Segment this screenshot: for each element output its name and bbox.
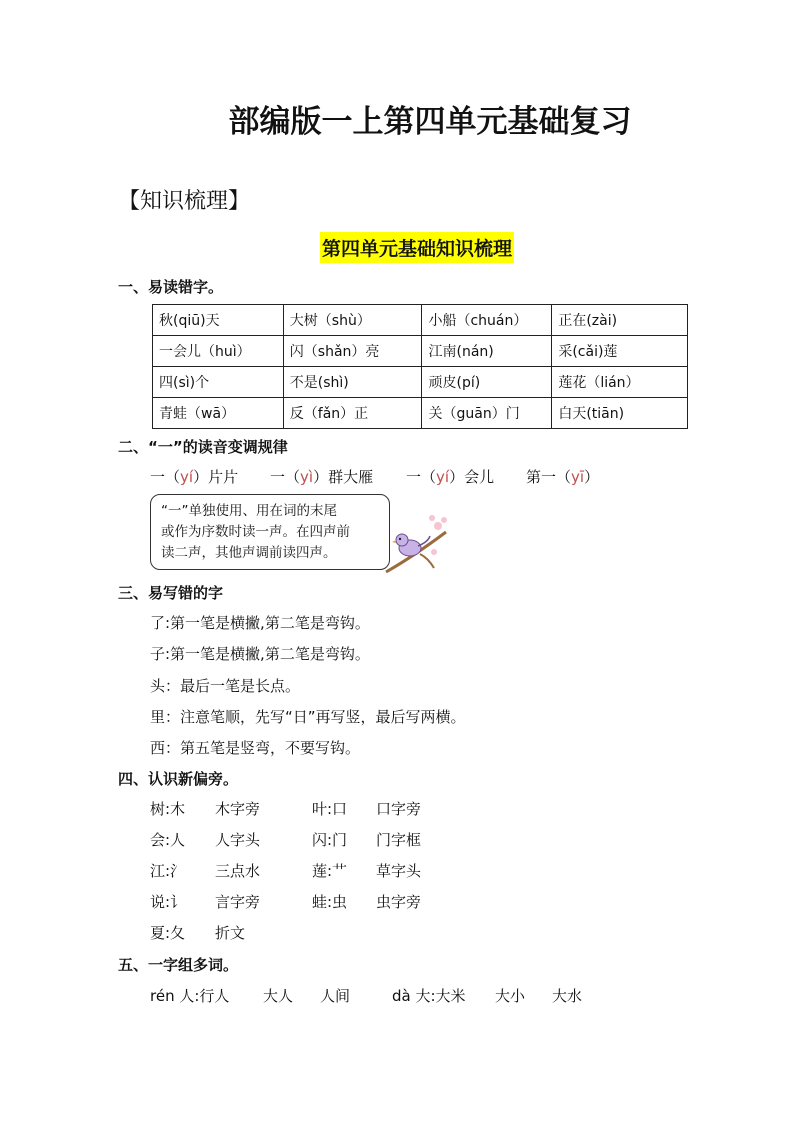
- page-title: 部编版一上第四单元基础复习: [228, 104, 632, 140]
- tone-item: [150, 466, 238, 487]
- radical-name: 人字头: [215, 831, 261, 849]
- section-4-heading: 四、认识新偏旁。: [118, 770, 239, 788]
- note-line: 读二声，其他声调前读四声。: [161, 545, 337, 561]
- radical-name: 口字旁: [376, 800, 422, 818]
- writing-tip: 子:第一笔是横撇,第二笔是弯钩。: [150, 645, 370, 663]
- radical-char: 叶:口: [312, 800, 348, 818]
- radical-char: 会:人: [150, 831, 186, 849]
- note-line: 或作为序数时读一声。在四声前: [161, 524, 350, 540]
- banner-heading: 第四单元基础知识梳理: [320, 232, 514, 263]
- table-cell: 江南(nán): [422, 336, 552, 367]
- tone-suffix: ）群大雁: [313, 468, 374, 486]
- table-cell: 不是(shì): [283, 367, 422, 398]
- writing-tip: 里：注意笔顺，先写“日”再写竖，最后写两横。: [150, 708, 466, 726]
- table-cell: 关（guān）门: [422, 398, 552, 429]
- tone-prefix: 一（: [270, 468, 301, 486]
- tone-suffix: ）片片: [193, 468, 239, 486]
- writing-tip: 西：第五笔是竖弯，不要写钩。: [150, 739, 361, 757]
- radical-char: 莲:艹: [312, 862, 348, 880]
- tone-prefix: 一（: [406, 468, 437, 486]
- table-cell: 秋(qiū)天: [153, 305, 284, 336]
- table-cell: 白天(tiān): [552, 398, 688, 429]
- note-line: “一”单独使用、用在词的末尾: [161, 503, 337, 519]
- table-cell: 闪（shǎn）亮: [283, 336, 422, 367]
- table-cell: 顽皮(pí): [422, 367, 552, 398]
- radical-name: 木字旁: [215, 800, 261, 818]
- table-cell: 青蛙（wā）: [153, 398, 284, 429]
- section-5-heading: 五、一字组多词。: [118, 956, 239, 974]
- table-cell: 莲花（lián）: [552, 367, 688, 398]
- word-item: 人间: [320, 987, 351, 1005]
- writing-tip: 头：最后一笔是长点。: [150, 677, 301, 695]
- table-cell: 正在(zài): [552, 305, 688, 336]
- table-cell: 四(sì)个: [153, 367, 284, 398]
- table-cell: 小船（chuán）: [422, 305, 552, 336]
- section-2-heading: 二、“一”的读音变调规律: [118, 438, 288, 456]
- tone-item: [406, 466, 494, 487]
- tone-prefix: 一（: [150, 468, 181, 486]
- table-row: [153, 305, 688, 336]
- radical-name: 虫字旁: [376, 893, 422, 911]
- word-group-lead: rén 人:行人: [150, 987, 230, 1005]
- radical-name: 门字框: [376, 831, 422, 849]
- tone-prefix: 第一（: [526, 468, 572, 486]
- tone-rule-note: [150, 494, 390, 570]
- radical-char: 蛙:虫: [312, 893, 348, 911]
- radical-name: 折文: [215, 924, 246, 942]
- section-3-heading: 三、易写错的字: [118, 584, 224, 602]
- tone-suffix: ）会儿: [449, 468, 495, 486]
- table-cell: 反（fǎn）正: [283, 398, 422, 429]
- word-item: 大人: [263, 987, 294, 1005]
- easy-misread-table: [152, 304, 688, 429]
- bird-on-branch-icon: [384, 512, 450, 576]
- tone-item: [270, 466, 373, 487]
- banner-wrap: [0, 232, 794, 263]
- table-cell: 大树（shù）: [283, 305, 422, 336]
- tone-pinyin: yí: [180, 468, 194, 486]
- table-cell: 采(cǎi)莲: [552, 336, 688, 367]
- radical-char: 夏:夂: [150, 924, 186, 942]
- tone-pinyin: yì: [300, 468, 314, 486]
- radical-name: 言字旁: [215, 893, 261, 911]
- tone-item: [526, 466, 599, 487]
- tone-pinyin: yī: [571, 468, 585, 486]
- table-row: [153, 398, 688, 429]
- table-cell: 一会儿（huì）: [153, 336, 284, 367]
- word-item: 大小: [495, 987, 526, 1005]
- radical-name: 三点水: [215, 862, 261, 880]
- word-item: 大水: [552, 987, 583, 1005]
- radical-name: 草字头: [376, 862, 422, 880]
- radical-char: 说:讠: [150, 893, 186, 911]
- word-group-lead: dà 大:大米: [392, 987, 466, 1005]
- tone-pinyin: yí: [436, 468, 450, 486]
- radical-char: 树:木: [150, 800, 186, 818]
- section-1-heading: 一、易读错字。: [118, 278, 224, 296]
- table-row: [153, 336, 688, 367]
- tone-suffix: ）: [584, 468, 600, 486]
- writing-tip: 了:第一笔是横撇,第二笔是弯钩。: [150, 614, 370, 632]
- section-label: 【知识梳理】: [118, 189, 251, 214]
- radical-char: 闪:门: [312, 831, 348, 849]
- table-row: [153, 367, 688, 398]
- radical-char: 江:氵: [150, 862, 186, 880]
